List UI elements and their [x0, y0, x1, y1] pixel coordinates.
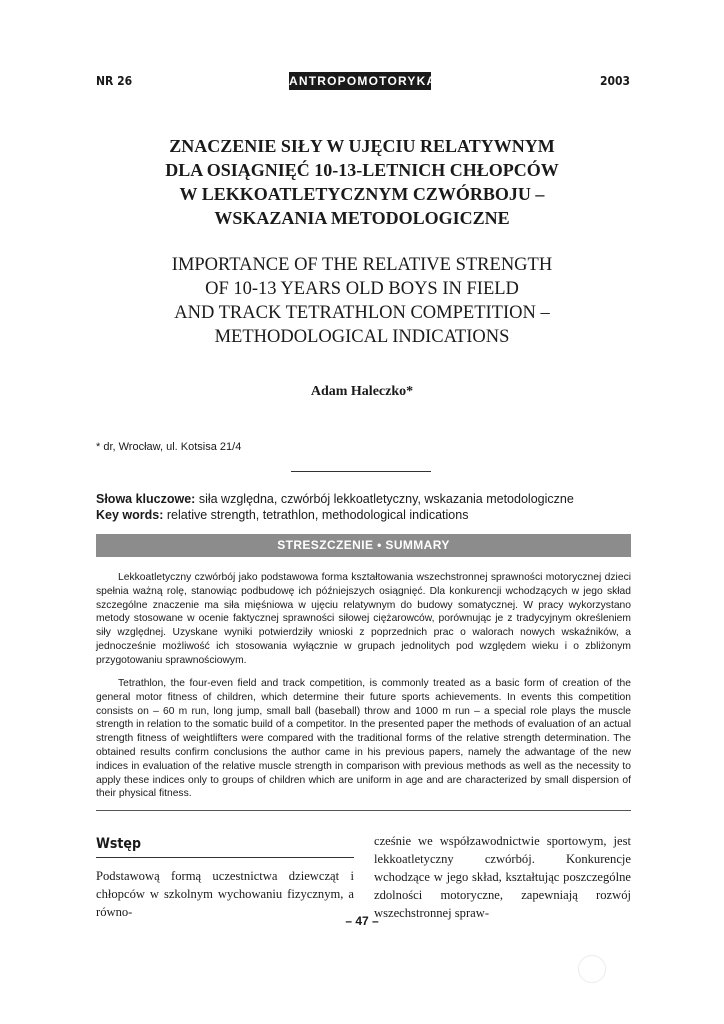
keywords-english	[96, 508, 468, 522]
title-english-line: AND TRACK TETRATHLON COMPETITION –	[174, 303, 550, 323]
title-polish-line: W LEKKOATLETYCZNYM CZWÓRBOJU –	[179, 184, 545, 204]
summary-banner: STRESZCZENIE • SUMMARY	[96, 534, 631, 557]
page-number: – 47 –	[345, 914, 379, 928]
author-name: Adam Haleczko*	[310, 384, 414, 399]
section-heading: Wstęp	[96, 836, 141, 852]
abstract-english: Tetrathlon, the four-even field and track competition, is commonly treated as a basic form of creation of the general motor fitness of children, which determine their future sports achievements. In events this competition consists on – 60 m run, long jump, small ball (baseball) throw and 1000 m run – a special role plays the muscle strength in relation to the somatic build of a competitor. In the presented paper the methods of evaluation of an actual strength fitness of weightlifters were compared with the traditional forms of the relative strength determination. The obtained results confirm conclusions the author came in his previous papers, namely the adwantage of the new indices in evaluation of the relative muscle strength in comparison with previous methods as well as the necessity to apply these indices only to groups of children which are uniform in age and are characterized by small dispersion of their physical fitness.	[96, 678, 631, 800]
keywords-english-label: Key words:	[96, 508, 164, 522]
title-polish-line: WSKAZANIA METODOLOGICZNE	[214, 208, 510, 228]
issue-number: NR 26	[96, 74, 133, 88]
title-english-line: OF 10-13 YEARS OLD BOYS IN FIELD	[205, 279, 519, 299]
journal-name-banner: ANTROPOMOTORYKA	[289, 74, 437, 88]
divider	[96, 857, 354, 858]
abstract-polish: Lekkoatletyczny czwórbój jako podstawowa forma kształtowania wszechstronnej sprawności motorycznej dzieci spełnia ważną rolę, stanowiąc podbudowę ich późniejszych osiągnięć. Dla konkurencji wchodzących w jego skład szczególne znaczenie ma siła mięśniowa w ujęciu relatywnym do budowy somatycznej. W pracy wykorzystano metody stosowane w ocenie faktycznej sprawności siłowej ciężarowców, porównując je z tradycyjnym określeniem siły względnej. Uzyskane wyniki potwierdziły wnioski z poprzednich prac o walorach nowych wskaźników, a jednocześnie możliwość ich stosowania wyłącznie w grupach jednolitych pod względem wieku i o zbliżonym przygotowaniu sprawnościowym.	[96, 572, 631, 666]
body-column-left: Podstawową formą uczestnictwa dziewcząt i chłopców w szkolnym wychowaniu fizycznym, a równo-	[96, 869, 354, 919]
title-polish	[90, 134, 634, 230]
divider	[291, 471, 431, 472]
title-polish-line: DLA OSIĄGNIĘĆ 10-13-LETNICH CHŁOPCÓW	[165, 160, 559, 180]
title-english-line: IMPORTANCE OF THE RELATIVE STRENGTH	[171, 255, 553, 275]
keywords-polish	[96, 492, 574, 506]
title-english-line: METHODOLOGICAL INDICATIONS	[214, 327, 510, 347]
body-column-right: cześnie we współzawodnictwie sportowym, jest lekkoatletyczny czwórbój. Konkurencje wchodzące w jego skład, kształtując poszczególne zdolności motoryczne, zapewniają rozwój wszechstronnej spraw-	[374, 834, 631, 920]
title-english	[90, 253, 634, 349]
watermark-seal	[578, 955, 606, 983]
keywords-polish-label: Słowa kluczowe:	[96, 492, 196, 506]
keywords-english-text: relative strength, tetrathlon, methodological indications	[166, 508, 469, 522]
publication-year: 2003	[599, 74, 630, 88]
author-footnote: * dr, Wrocław, ul. Kotsisa 21/4	[96, 441, 242, 453]
divider	[96, 810, 631, 811]
title-polish-line: ZNACZENIE SIŁY W UJĘCIU RELATYWNYM	[169, 136, 555, 156]
keywords-polish-text: siła względna, czwórbój lekkoatletyczny, wskazania metodologiczne	[198, 492, 574, 506]
